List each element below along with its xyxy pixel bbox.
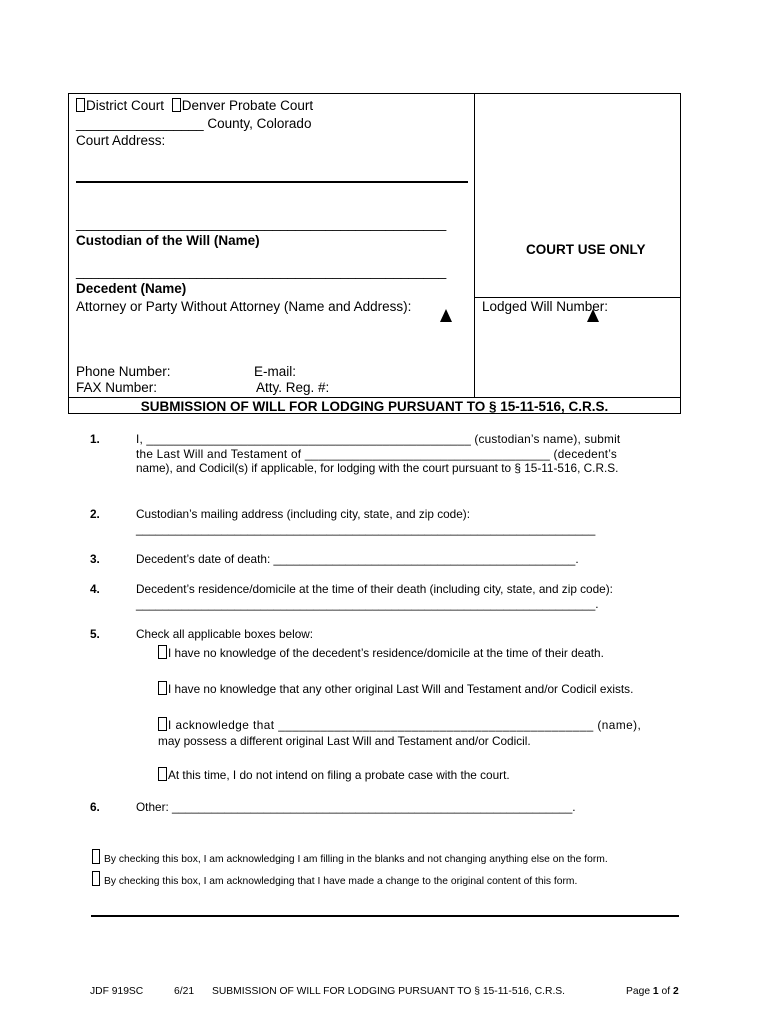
option-no-other-will bbox=[158, 681, 681, 697]
ack-changed-checkbox[interactable] bbox=[92, 871, 100, 886]
page-prefix: Page bbox=[626, 986, 653, 997]
footer-title: SUBMISSION OF WILL FOR LODGING PURSUANT TO § 15-11-516, C.R.S. bbox=[212, 986, 566, 997]
no-other-will-checkbox[interactable] bbox=[158, 681, 167, 695]
fax-label: FAX Number: bbox=[76, 380, 158, 395]
custodian-name-label: Custodian of the Will (Name) bbox=[76, 233, 260, 248]
item-number-6: 6. bbox=[90, 800, 100, 814]
item-2-line-1: Custodian’s mailing address (including city, state, and zip code): bbox=[136, 507, 470, 521]
signature-divider bbox=[91, 915, 679, 917]
item-1-line-3: name), and Codicil(s) if applicable, for lodging with the court pursuant to § 15-11-516, C.R.S. bbox=[136, 461, 619, 475]
no-residence-knowledge-checkbox[interactable] bbox=[158, 645, 167, 659]
option-3-line-2: may possess a different original Last Will and Testament and/or Codicil. bbox=[158, 734, 531, 748]
caption-divider bbox=[474, 93, 475, 397]
date-of-death-line[interactable]: Decedent’s date of death: ______________________________________________. bbox=[136, 552, 579, 566]
up-arrow-icon bbox=[587, 309, 599, 322]
custodian-name-line[interactable]: _________________________________________________ bbox=[76, 216, 447, 231]
ack-unchanged-label: By checking this box, I am acknowledging I am filling in the blanks and not changing anything else on the form. bbox=[104, 854, 608, 865]
custodian-address-line[interactable]: ______________________________________________________________________ bbox=[136, 522, 596, 536]
item-1-line-2[interactable]: the Last Will and Testament of ____________________________________ (decedent’s bbox=[136, 447, 618, 461]
attorney-label: Attorney or Party Without Attorney (Name and Address): bbox=[76, 299, 412, 314]
court-address-line[interactable] bbox=[76, 181, 468, 183]
denver-probate-checkbox[interactable] bbox=[172, 98, 181, 112]
option-3-label[interactable]: I acknowledge that _____________________________________________ (name), bbox=[168, 718, 642, 732]
option-different-will bbox=[158, 717, 681, 733]
acknowledgment-unchanged bbox=[92, 849, 608, 865]
option-no-residence-knowledge bbox=[158, 645, 681, 661]
option-no-probate bbox=[158, 767, 681, 783]
footer-revision: 6/21 bbox=[174, 986, 195, 997]
option-1-label: I have no knowledge of the decedent’s residence/domicile at the time of their death. bbox=[168, 646, 604, 660]
atty-reg-label: Atty. Reg. #: bbox=[256, 380, 330, 395]
up-arrow-icon bbox=[440, 309, 452, 322]
court-address-label: Court Address: bbox=[76, 133, 166, 148]
lodged-will-label: Lodged Will Number: bbox=[482, 299, 609, 314]
decedent-residence-line[interactable]: ______________________________________________________________________. bbox=[136, 597, 599, 611]
decedent-name-label: Decedent (Name) bbox=[76, 281, 187, 296]
item-1-line-1[interactable]: I, ________________________________________________ (custodian’s name), submit bbox=[136, 432, 621, 446]
page-of: of bbox=[658, 986, 673, 997]
item-4-line-1: Decedent’s residence/domicile at the time of their death (including city, state, and zip code): bbox=[136, 582, 613, 596]
other-line[interactable]: Other: _____________________________________________________________. bbox=[136, 800, 576, 814]
district-court-label: District Court bbox=[86, 98, 165, 113]
ack-changed-label: By checking this box, I am acknowledging that I have made a change to the original content of this form. bbox=[104, 876, 578, 887]
footer-page bbox=[626, 986, 679, 997]
form-title: SUBMISSION OF WILL FOR LODGING PURSUANT TO § 15-11-516, C.R.S. bbox=[140, 399, 609, 414]
item-5-line-1: Check all applicable boxes below: bbox=[136, 627, 314, 641]
email-label: E-mail: bbox=[254, 364, 297, 379]
acknowledgment-changed bbox=[92, 871, 577, 887]
item-number-5: 5. bbox=[90, 627, 100, 641]
denver-probate-label: Denver Probate Court bbox=[181, 98, 314, 113]
page-current: 1 bbox=[652, 986, 659, 997]
different-will-checkbox[interactable] bbox=[158, 717, 167, 731]
court-use-only-label: COURT USE ONLY bbox=[526, 242, 646, 257]
item-number-2: 2. bbox=[90, 507, 100, 521]
decedent-name-line[interactable]: _________________________________________________ bbox=[76, 264, 447, 279]
ack-unchanged-checkbox[interactable] bbox=[92, 849, 100, 864]
county-line[interactable]: _________________ County, Colorado bbox=[76, 116, 312, 131]
item-number-1: 1. bbox=[90, 432, 100, 446]
no-probate-checkbox[interactable] bbox=[158, 767, 167, 781]
phone-label: Phone Number: bbox=[76, 364, 171, 379]
court-selection bbox=[76, 97, 313, 114]
option-2-label: I have no knowledge that any other original Last Will and Testament and/or Codicil exists. bbox=[168, 682, 634, 696]
footer-form-id: JDF 919SC bbox=[90, 986, 144, 997]
item-number-3: 3. bbox=[90, 552, 100, 566]
page-total: 2 bbox=[672, 986, 679, 997]
option-4-label: At this time, I do not intend on filing a probate case with the court. bbox=[168, 768, 510, 782]
district-court-checkbox[interactable] bbox=[76, 98, 85, 112]
item-number-4: 4. bbox=[90, 582, 100, 596]
